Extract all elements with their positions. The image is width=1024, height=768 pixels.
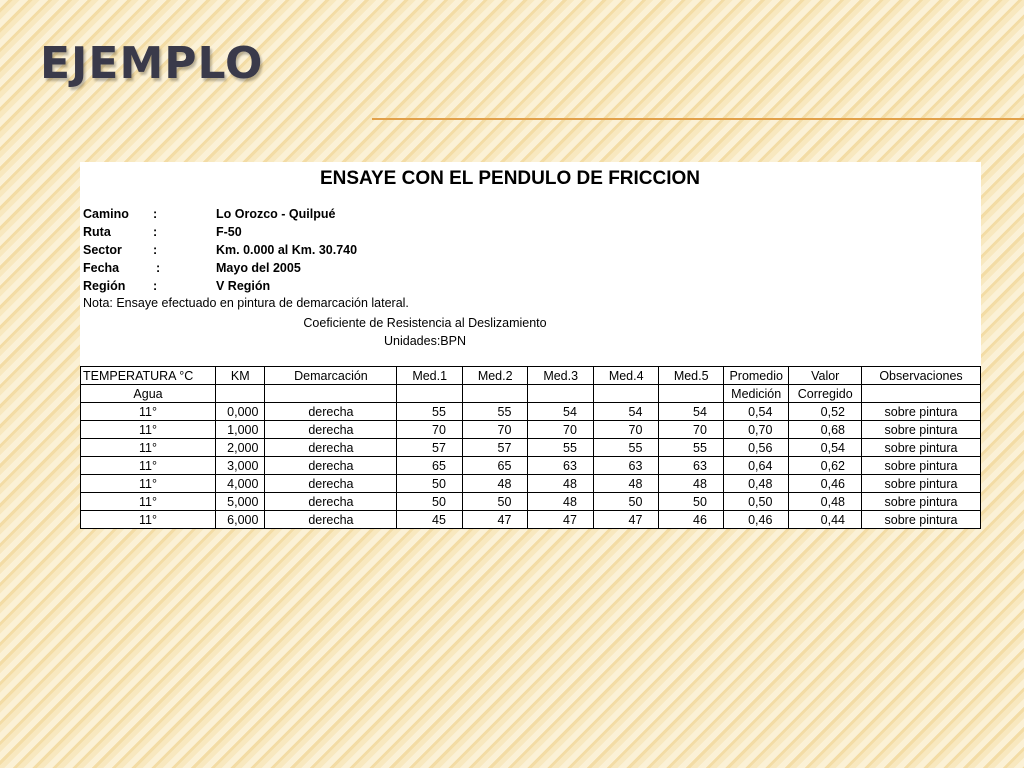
cell-med-5: 63 [659, 457, 724, 475]
cell-med-4: 63 [593, 457, 659, 475]
cell-med-5: 48 [659, 475, 724, 493]
table-row [81, 421, 981, 439]
sheet-heading: ENSAYE CON EL PENDULO DE FRICCION [319, 168, 701, 189]
cell-med-3: 47 [528, 511, 594, 529]
cell-med-2: 65 [462, 457, 528, 475]
friction-results-table [80, 366, 981, 529]
cell-promedio: 0,46 [723, 511, 789, 529]
cell-valor-corregido: 0,44 [789, 511, 862, 529]
meta-separator: : [153, 225, 158, 239]
meta-separator: : [153, 279, 158, 293]
cell-km: 0,000 [216, 403, 265, 421]
cell-temperature: 11° [81, 493, 216, 511]
cell-med-2: 47 [462, 511, 528, 529]
cell-med-5: 70 [659, 421, 724, 439]
column-header: Med.5 [659, 367, 724, 385]
slide-title: EJEMPLO [40, 38, 264, 89]
cell-med-2: 57 [462, 439, 528, 457]
column-subheader [862, 385, 981, 403]
cell-med-1: 55 [397, 403, 463, 421]
cell-observaciones: sobre pintura [862, 421, 981, 439]
cell-med-5: 46 [659, 511, 724, 529]
cell-med-3: 63 [528, 457, 594, 475]
cell-temperature: 11° [81, 475, 216, 493]
cell-med-1: 70 [397, 421, 463, 439]
cell-valor-corregido: 0,62 [789, 457, 862, 475]
cell-promedio: 0,50 [723, 493, 789, 511]
cell-demarcacion: derecha [265, 403, 397, 421]
meta-value: Lo Orozco - Quilpué [216, 207, 336, 221]
column-header: Demarcación [265, 367, 397, 385]
cell-demarcacion: derecha [265, 493, 397, 511]
cell-demarcacion: derecha [265, 421, 397, 439]
table-row [81, 403, 981, 421]
table-row [81, 511, 981, 529]
cell-med-5: 50 [659, 493, 724, 511]
cell-med-2: 70 [462, 421, 528, 439]
cell-med-3: 48 [528, 493, 594, 511]
column-subheader [216, 385, 265, 403]
column-subheader [528, 385, 594, 403]
table-subheader-row [81, 385, 981, 403]
meta-key: Ruta [83, 225, 111, 239]
column-subheader: Medición [723, 385, 789, 403]
cell-med-5: 55 [659, 439, 724, 457]
cell-km: 5,000 [216, 493, 265, 511]
cell-promedio: 0,48 [723, 475, 789, 493]
cell-med-5: 54 [659, 403, 724, 421]
meta-key: Fecha [83, 261, 120, 275]
cell-med-2: 48 [462, 475, 528, 493]
cell-med-4: 47 [593, 511, 659, 529]
cell-observaciones: sobre pintura [862, 439, 981, 457]
cell-km: 2,000 [216, 439, 265, 457]
cell-med-3: 54 [528, 403, 594, 421]
cell-med-4: 70 [593, 421, 659, 439]
column-header: Promedio [723, 367, 789, 385]
cell-km: 6,000 [216, 511, 265, 529]
column-header: Valor [789, 367, 862, 385]
cell-med-3: 70 [528, 421, 594, 439]
cell-med-4: 54 [593, 403, 659, 421]
cell-valor-corregido: 0,48 [789, 493, 862, 511]
column-header: Med.4 [593, 367, 659, 385]
table-row [81, 475, 981, 493]
meta-separator: : [153, 243, 158, 257]
coefficient-label: Coeficiente de Resistencia al Deslizamiento [303, 316, 547, 330]
cell-promedio: 0,54 [723, 403, 789, 421]
column-subheader: Corregido [789, 385, 862, 403]
cell-observaciones: sobre pintura [862, 511, 981, 529]
cell-demarcacion: derecha [265, 457, 397, 475]
column-subheader [593, 385, 659, 403]
column-header: Med.2 [462, 367, 528, 385]
cell-med-4: 48 [593, 475, 659, 493]
cell-observaciones: sobre pintura [862, 403, 981, 421]
table-header-row [81, 367, 981, 385]
column-header: Med.3 [528, 367, 594, 385]
meta-value: Mayo del 2005 [216, 261, 301, 275]
column-subheader [462, 385, 528, 403]
column-header: KM [216, 367, 265, 385]
cell-observaciones: sobre pintura [862, 493, 981, 511]
note-text: Nota: Ensaye efectuado en pintura de demarcación lateral. [83, 296, 409, 310]
cell-med-2: 50 [462, 493, 528, 511]
cell-km: 3,000 [216, 457, 265, 475]
table-row [81, 457, 981, 475]
cell-demarcacion: derecha [265, 475, 397, 493]
meta-key: Sector [83, 243, 122, 257]
column-subheader [659, 385, 724, 403]
cell-med-1: 45 [397, 511, 463, 529]
cell-med-2: 55 [462, 403, 528, 421]
cell-temperature: 11° [81, 439, 216, 457]
meta-value: Km. 0.000 al Km. 30.740 [216, 243, 358, 257]
cell-km: 1,000 [216, 421, 265, 439]
cell-valor-corregido: 0,68 [789, 421, 862, 439]
table-body [81, 403, 981, 529]
column-subheader [265, 385, 397, 403]
meta-separator: : [153, 207, 158, 221]
meta-key: Región [83, 279, 126, 293]
table-row [81, 493, 981, 511]
column-subheader [397, 385, 463, 403]
cell-promedio: 0,70 [723, 421, 789, 439]
title-divider [372, 118, 1024, 120]
cell-promedio: 0,56 [723, 439, 789, 457]
column-header: TEMPERATURA °C [81, 367, 216, 385]
cell-med-1: 50 [397, 475, 463, 493]
cell-temperature: 11° [81, 457, 216, 475]
column-subheader: Agua [81, 385, 216, 403]
cell-demarcacion: derecha [265, 511, 397, 529]
cell-valor-corregido: 0,46 [789, 475, 862, 493]
cell-med-3: 48 [528, 475, 594, 493]
cell-med-4: 50 [593, 493, 659, 511]
embedded-spreadsheet [80, 162, 981, 529]
units-label: Unidades:BPN [384, 334, 466, 348]
column-header: Med.1 [397, 367, 463, 385]
cell-temperature: 11° [81, 511, 216, 529]
cell-temperature: 11° [81, 421, 216, 439]
table-row [81, 439, 981, 457]
cell-valor-corregido: 0,54 [789, 439, 862, 457]
meta-key: Camino [83, 207, 129, 221]
meta-value: F-50 [216, 225, 242, 239]
cell-med-1: 65 [397, 457, 463, 475]
cell-promedio: 0,64 [723, 457, 789, 475]
cell-med-1: 57 [397, 439, 463, 457]
meta-value: V Región [216, 279, 271, 293]
cell-observaciones: sobre pintura [862, 457, 981, 475]
cell-temperature: 11° [81, 403, 216, 421]
cell-med-3: 55 [528, 439, 594, 457]
cell-demarcacion: derecha [265, 439, 397, 457]
cell-valor-corregido: 0,52 [789, 403, 862, 421]
meta-separator: : [156, 261, 161, 275]
cell-med-4: 55 [593, 439, 659, 457]
column-header: Observaciones [862, 367, 981, 385]
cell-km: 4,000 [216, 475, 265, 493]
cell-observaciones: sobre pintura [862, 475, 981, 493]
cell-med-1: 50 [397, 493, 463, 511]
